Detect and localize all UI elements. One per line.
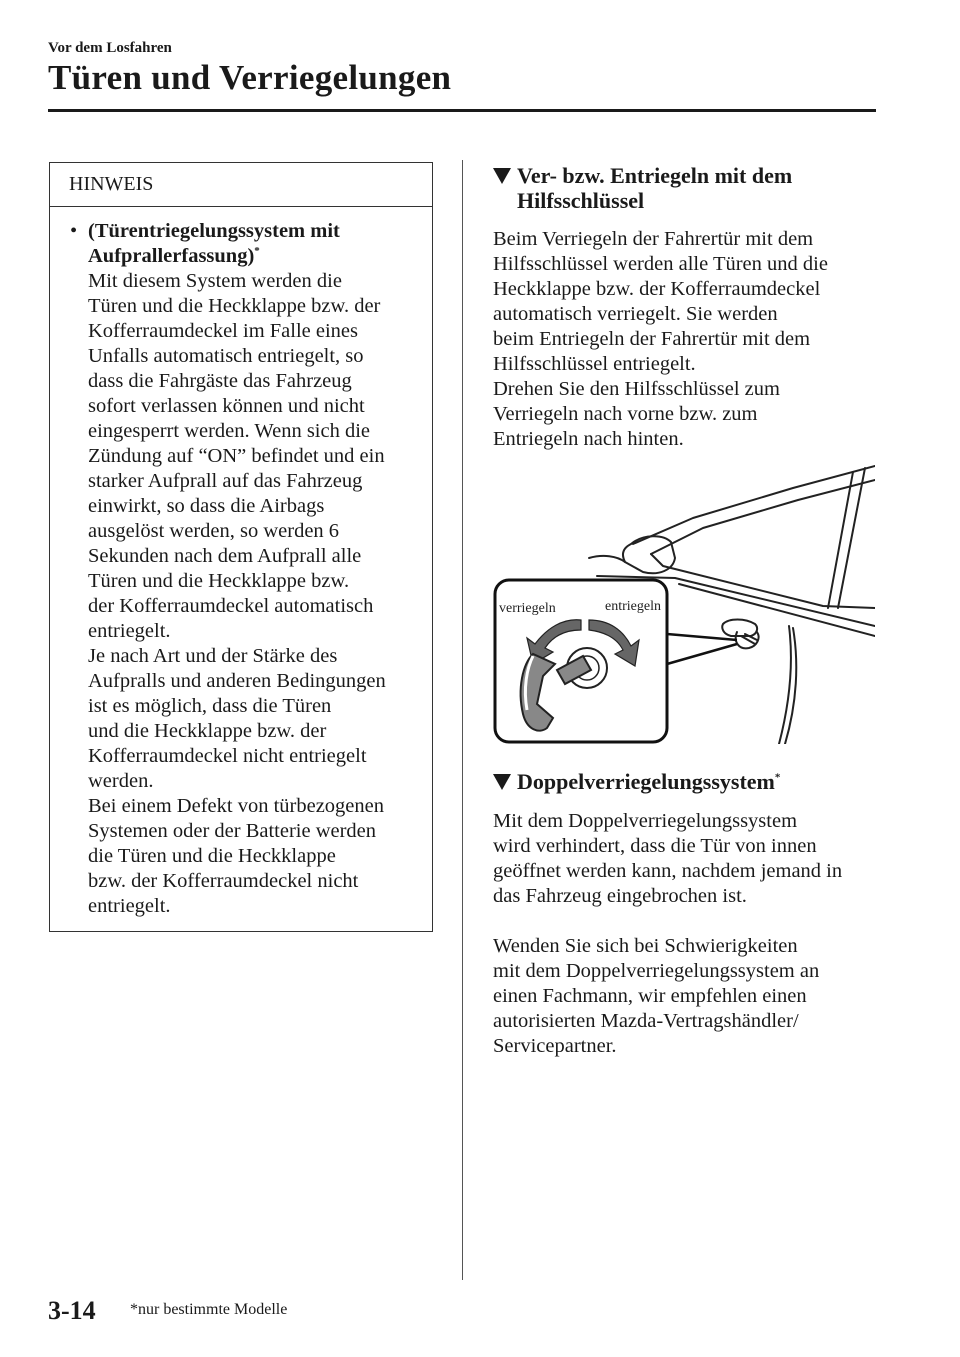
note-body — [70, 219, 418, 919]
window-frame — [651, 480, 875, 554]
column-divider — [462, 160, 463, 1280]
body-line: beim Entriegeln der Fahrertür mit dem — [493, 328, 811, 350]
body-line: wird verhindert, dass die Tür von innen — [493, 835, 817, 857]
note-line: der Kofferraumdeckel automatisch — [88, 595, 374, 617]
body-line: das Fahrzeug eingebrochen ist. — [493, 885, 747, 907]
footnote-marker: * — [774, 771, 781, 784]
note-line: Sekunden nach dem Aufprall alle — [88, 545, 362, 567]
note-line: entriegelt. — [88, 620, 171, 642]
note-line: Türen und die Heckklappe bzw. der — [88, 295, 381, 317]
page-number: 3-14 — [48, 1296, 96, 1325]
triangle-icon — [493, 168, 511, 184]
note-line: und die Heckklappe bzw. der — [88, 720, 327, 742]
note-line: bzw. der Kofferraumdeckel nicht — [88, 870, 359, 892]
note-line: ausgelöst werden, so werden 6 — [88, 520, 340, 542]
note-line: Kofferraumdeckel nicht entriegelt — [88, 745, 367, 767]
bullet-icon: • — [70, 220, 78, 242]
note-heading: HINWEIS — [69, 173, 154, 195]
body-line: Heckklappe bzw. der Kofferraumdeckel — [493, 278, 821, 300]
section-label: Vor dem Losfahren — [48, 40, 172, 56]
note-line: einwirkt, so dass die Airbags — [88, 495, 325, 517]
section1-body — [493, 227, 828, 452]
note-line: eingesperrt werden. Wenn sich die — [88, 420, 371, 442]
note-line: Aufpralls und anderen Bedingungen — [88, 670, 386, 692]
note-line: Mit diesem System werden die — [88, 270, 342, 292]
section2-para1 — [493, 809, 842, 909]
body-line: Verriegeln nach vorne bzw. zum — [493, 403, 758, 425]
note-line: ist es möglich, dass die Türen — [88, 695, 332, 717]
footnote-marker: * — [254, 245, 260, 258]
note-line: die Türen und die Heckklappe — [88, 845, 336, 867]
note-header — [50, 163, 432, 207]
footnote: *nur bestimmte Modelle — [130, 1301, 288, 1318]
note-line: Kofferraumdeckel im Falle eines — [88, 320, 359, 342]
section-heading-double-lock: Doppelverriegelungssystem* — [493, 769, 780, 794]
section2-para2 — [493, 934, 819, 1059]
page-title: Türen und Verriegelungen — [48, 58, 452, 97]
roof-line — [633, 466, 875, 544]
callout-lines — [667, 634, 737, 664]
body-line: Hilfsschlüssel entriegelt. — [493, 353, 696, 375]
b-pillar-inner — [828, 472, 853, 608]
note-line: Unfalls automatisch entriegelt, so — [88, 345, 364, 367]
note-line: sofort verlassen können und nicht — [88, 395, 365, 417]
note-bold-line: Aufprallerfassung)* — [88, 245, 260, 267]
body-line: mit dem Doppelverriegelungssystem an — [493, 960, 820, 982]
note-line: Zündung auf “ON” befindet und ein — [88, 445, 385, 467]
section-heading-spare-key: Ver- bzw. Entriegeln mit dem Hilfsschlüssel — [493, 163, 792, 213]
body-line: geöffnet werden kann, nachdem jemand in — [493, 860, 843, 882]
body-line: Hilfsschlüssel werden alle Türen und die — [493, 253, 828, 275]
body-line: Servicepartner. — [493, 1035, 617, 1057]
note-line: dass die Fahrgäste das Fahrzeug — [88, 370, 352, 392]
body-line: Mit dem Doppelverriegelungssystem — [493, 810, 798, 832]
label-unlock: entriegeln — [605, 599, 661, 614]
body-line: Drehen Sie den Hilfsschlüssel zum — [493, 378, 780, 400]
hood-line — [589, 556, 625, 562]
note-line: entriegelt. — [88, 895, 171, 917]
note-line: Je nach Art und der Stärke des — [88, 645, 338, 667]
body-line: automatisch verriegelt. Sie werden — [493, 303, 778, 325]
note-box — [49, 162, 433, 932]
title-rule — [48, 109, 876, 112]
note-line: Türen und die Heckklappe bzw. — [88, 570, 350, 592]
body-line: einen Fachmann, wir empfehlen einen — [493, 985, 807, 1007]
body-crease-lower — [679, 584, 875, 636]
key-lock-illustration — [493, 458, 875, 744]
body-line: Entriegeln nach hinten. — [493, 428, 684, 450]
label-lock: verriegeln — [499, 601, 556, 616]
door-handle — [722, 620, 757, 637]
body-line: autorisierten Mazda-Vertragshändler/ — [493, 1010, 799, 1032]
body-line: Wenden Sie sich bei Schwierigkeiten — [493, 935, 798, 957]
body-line: Beim Verriegeln der Fahrertür mit dem — [493, 228, 814, 250]
note-bold-line: (Türentriegelungssystem mit — [88, 220, 340, 242]
triangle-icon — [493, 774, 511, 790]
note-line: werden. — [88, 770, 154, 792]
note-line: Bei einem Defekt von türbezogenen — [88, 795, 384, 817]
note-line: Systemen oder der Batterie werden — [88, 820, 377, 842]
note-line: starker Aufprall auf das Fahrzeug — [88, 470, 363, 492]
